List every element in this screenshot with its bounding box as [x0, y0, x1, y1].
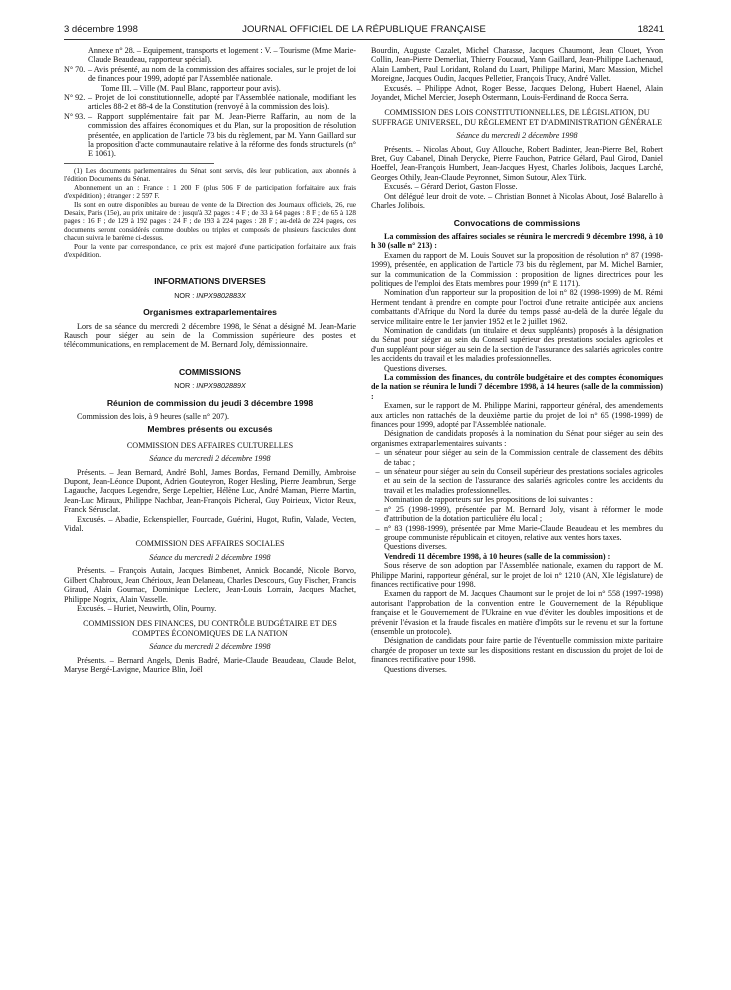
document-subtext: Tome III. – Ville (M. Paul Blanc, rapporteur pour avis). [101, 83, 281, 93]
agenda-questions: Questions diverses. [384, 363, 447, 373]
convocations-title: Convocations de commissions [453, 217, 581, 228]
footnote-correspondence: Pour la vente par correspondance, ce prix est majoré d'une participation forfaitaire aux frais d'expédition. [64, 242, 356, 259]
reunion-title: Réunion de commission du jeudi 3 décembre 1998 [106, 397, 314, 408]
footnote-1: (1) Les documents parlementaires du Sénat sont servis, dès leur publication, aux abonnés à l'édition Documents du Sénat. [64, 166, 356, 184]
document-text: – Avis présenté, au nom de la commission des affaires sociales, sur le projet de loi de finances pour 1999, adopté par l'Assemblée nationale. [88, 64, 356, 84]
agenda-item: Désignation de candidats pour faire partie de l'éventuelle commission mixte paritaire chargée de proposer un texte sur les dispositions restant en discussion du projet de loi de finances rectificative pour 1998. [371, 636, 663, 665]
header-page-number: 18241 [637, 24, 664, 35]
commission-culturelles-title: COMMISSION DES AFFAIRES CULTURELLES [126, 440, 294, 450]
document-item-92 [64, 93, 356, 112]
document-item-70 [64, 65, 356, 93]
footnote-subscription: Abonnement un an : France : 1 200 F (plus 506 F de participation forfaitaire aux frais d'expédition) ; étranger : 2 597 F. [64, 183, 356, 201]
members-excused: Excusés. – Philippe Adnot, Roger Besse, Jacques Delong, Hubert Haenel, Alain Joyandet, Michel Mercier, Joseph Ostermann, Louis-Ferdinand de Rocca Serra. [371, 83, 663, 103]
list-item: – un sénateur pour siéger au sein du Conseil supérieur des prestations sociales agricoles et au sein de la section de l'assurance des salariés agricoles contre les accidents du travail et les maladies professionnelles. [375, 467, 663, 495]
nor-reference: NOR : INPX9802889X [174, 381, 246, 391]
list-item: – un sénateur pour siéger au sein de la Commission centrale de classement des débits de tabac ; [375, 448, 663, 467]
footnote-separator [64, 163, 214, 164]
footnotes [64, 167, 356, 259]
members-present: Présents. – Jean Bernard, André Bohl, James Bordas, Fernand Demilly, Ambroise Dupont, Jean-Léonce Dupont, Adrien Gouteyron, Roger Hesling, Pierre Jeambrun, Serge Lagauche, Jacques Legendre, Serge Lepeltier, Hélène Luc, André Maman, Pierre Martin, Jean-Luc Miraux, Philippe Nachbar, Jean-François Picheral, Guy Poirieux, Victor Reux, Franck Sérusclat. [64, 467, 356, 515]
members-present: Présents. – Nicolas About, Guy Allouche, Robert Badinter, Jean-Pierre Bel, Robert Bret, Guy Cabanel, Dinah Derycke, Pierre Fauchon, Patrice Gélard, Paul Girod, Daniel Hoeffel, Jean-François Humbert, Jean-Jacques Hyest, Charles Jolibois, Jacques Larché, Georges Othily, Jean-Claude Peyronnet, Simon Sutour, Alex Türk. [371, 144, 663, 182]
convocation-finances-heading: La commission des finances, du contrôle budgétaire et des comptes économiques de la nation se réunira le lundi 7 décembre 1998, à 14 heures (salle de la commission) : [371, 373, 663, 401]
members-present-continued: Bourdin, Auguste Cazalet, Michel Charasse, Jacques Chaumont, Jean Clouet, Yvon Collin, Jean-Pierre Demerliat, Thierry Foucaud, Yann Gaillard, Jean-Philippe Lachenaud, Alain Lambert, Paul Loridant, Roland du Luart, Philippe Marini, Marc Massion, Michel Moreigne, Jacques Oudin, Jacques Pelletier, François Trucy, André Vallet. [371, 46, 663, 84]
membres-title: Membres présents ou excusés [147, 424, 273, 435]
right-column [371, 46, 663, 674]
commission-sociales-title: COMMISSION DES AFFAIRES SOCIALES [135, 539, 285, 549]
list-item: – n° 83 (1998-1999), présentée par Mme Marie-Claude Beaudeau et les membres du groupe communiste républicain et citoyen, relative aux ventes hors taxes. [375, 523, 663, 542]
members-excused: Excusés. – Huriet, Neuwirth, Olin, Pourny. [77, 603, 217, 613]
left-column [64, 46, 356, 674]
agenda-item: Nomination de candidats (un titulaire et deux suppléants) proposés à la désignation du Sénat pour siéger au sein du Conseil supérieur des prestations sociales agricoles et d'un suppléant pour siéger au sein de la section de l'assurance des salariés agricoles contre les accidents du travail et les maladies professionnelles. [371, 325, 663, 364]
header-title: JOURNAL OFFICIEL DE LA RÉPUBLIQUE FRANÇAISE [242, 24, 486, 35]
page-header [64, 24, 664, 38]
members-excused: Excusés. – Abadie, Eckenspieller, Fourcade, Guérini, Hugot, Rufin, Valade, Vecten, Vidal. [64, 514, 356, 534]
organismes-text: Lors de sa séance du mercredi 2 décembre 1998, le Sénat a désigné M. Jean-Marie Rausch pour siéger au sein de la Commission supérieure des postes et télécommunications, en remplacement de M. Bernard Joly, démissionnaire. [64, 321, 356, 350]
session-date: Séance du mercredi 2 décembre 1998 [149, 642, 271, 652]
agenda-questions: Questions diverses. [384, 542, 447, 552]
members-present: Présents. – Bernard Angels, Denis Badré, Marie-Claude Beaudeau, Claude Belot, Maryse Bergé-Lavigne, Maurice Blin, Joël [64, 655, 356, 674]
section-title-informations: INFORMATIONS DIVERSES [154, 276, 266, 287]
commission-lois-title: COMMISSION DES LOIS CONSTITUTIONNELLES, DE LÉGISLATION, DU SUFFRAGE UNIVERSEL, DU RÈGLEMENT ET D'ADMINISTRATION GÉNÉRALE [371, 108, 663, 127]
agenda-item: Examen, sur le rapport de M. Philippe Marini, rapporteur général, des amendements aux articles non rattachés de la deuxième partie du projet de loi n° 65 (1998-1999) de finances pour 1999, adopté par l'Assemblée nationale. [371, 401, 663, 430]
header-date: 3 décembre 1998 [64, 24, 138, 35]
document-text: – Projet de loi constitutionnelle, adopté par l'Assemblée nationale, modifiant les articles 88-2 et 88-4 de la Constitution (renvoyé à la commission des lois). [88, 93, 356, 112]
vote-delegation: Ont délégué leur droit de vote. – Christian Bonnet à Nicolas About, José Balarello à Charles Jolibois. [371, 191, 663, 211]
agenda-item: Nomination de rapporteurs sur les propositions de loi suivantes : [384, 495, 593, 505]
agenda-item: Examen du rapport de M. Jacques Chaumont sur le projet de loi n° 558 (1997-1998) autorisant l'approbation de la convention entre le Gouvernement de la République française et le Gouvernement de l'Ukraine en vue d'éviter les doubles impositions et de prévenir l'évasion et la fraude fiscales en matière d'impôts sur le revenu et sur la fortune (ensemble un protocole). [371, 589, 663, 636]
footnote-prices: Ils sont en outre disponibles au bureau de vente de la Direction des Journaux officiels, 26, rue Desaix, Paris (15e), au prix unitaire de : jusqu'à 32 pages : 4 F ; de 33 à 64 pages : 8 F ; de 65 à 128 pages : 16 F ; de 129 à 192 pages : 24 F ; de 193 à 224 pages : 28 F ; au-delà de 224 pages, ces documents seront considérés comme doubles ou triples et composés de plusieurs fascicules dont chacun suivra le barème ci-dessus. [64, 200, 356, 243]
document-text: – Rapport supplémentaire fait par M. Jean-Pierre Raffarin, au nom de la commission des affaires économiques et du Plan, sur la proposition de résolution présentée, en application de l'article 73 bis du règlement, par M. Yann Gaillard sur la proposition d'acte communautaire relative à la réforme des fonds structurels (n° E 1061). [88, 111, 356, 159]
session-date: Séance du mercredi 2 décembre 1998 [149, 552, 271, 562]
vendredi-heading: Vendredi 11 décembre 1998, à 10 heures (salle de la commission) : [384, 551, 611, 561]
list-item: – n° 25 (1998-1999), présentée par M. Bernard Joly, visant à réformer le mode d'attribution de la dotation particulière élu local ; [375, 504, 663, 524]
agenda-item: Sous réserve de son adoption par l'Assemblée nationale, examen du rapport de M. Philippe Marini, rapporteur général, sur le projet de loi n° 1210 (AN, XIe législature) de finances rectificative pour 1998. [371, 561, 663, 589]
document-number: N° 93. [64, 111, 86, 121]
agenda-item: Examen du rapport de M. Louis Souvet sur la proposition de résolution n° 87 (1998-1999), présentée, en application de l'article 73 bis du règlement, par M. Michel Barnier, sur la communication de la Commission : proposition de lignes directrices pour les politiques de l'emploi des Etats membres pour 1999 (n° E 1171). [371, 250, 663, 288]
agenda-item: Désignation de candidats proposés à la nomination du Sénat pour siéger au sein des organismes extraparlementaires suivants : [371, 429, 663, 448]
session-date: Séance du mercredi 2 décembre 1998 [456, 131, 578, 141]
header-rule [64, 39, 665, 40]
agenda-item: Nomination d'un rapporteur sur la proposition de loi n° 82 (1998-1999) de M. Rémi Herment tendant à prendre en compte pour l'octroi d'une retraite anticipée aux anciens combattants d'Afrique du Nord la durée du temps passé au-delà de la durée légale du service militaire entre le 1er janvier 1952 et le 2 juillet 1962. [371, 288, 663, 326]
commission-lois-meeting: Commission des lois, à 9 heures (salle n° 207). [77, 412, 230, 421]
section-title-commissions: COMMISSIONS [178, 366, 242, 377]
session-date: Séance du mercredi 2 décembre 1998 [149, 454, 271, 464]
members-excused: Excusés. – Gérard Deriot, Gaston Flosse. [384, 182, 518, 192]
annexe-28: Annexe n° 28. – Equipement, transports et logement : V. – Tourisme (Mme Marie-Claude Beaudeau, rapporteur spécial). [88, 46, 356, 65]
document-number: N° 70. [64, 64, 86, 74]
document-number: N° 92. [64, 93, 86, 103]
nor-reference: NOR : INPX9802883X [174, 290, 246, 300]
subsection-title-organismes: Organismes extraparlementaires [143, 307, 277, 318]
agenda-questions: Questions diverses. [384, 664, 447, 674]
convocation-sociales-heading: La commission des affaires sociales se réunira le mercredi 9 décembre 1998, à 10 h 30 (salle n° 213) : [371, 231, 663, 251]
members-present: Présents. – François Autain, Jacques Bimbenet, Annick Bocandé, Nicole Borvo, Gilbert Chabroux, Jean Chérioux, Jean Delaneau, Charles Descours, Guy Fischer, Francis Giraud, Alain Gournac, Dominique Leclerc, Jean-Louis Lorrain, Jacques Machet, Philippe Nogrix, Alain Vasselle. [64, 566, 356, 604]
commission-finances-title: COMMISSION DES FINANCES, DU CONTRÔLE BUDGÉTAIRE ET DES COMPTES ÉCONOMIQUES DE LA NATION [83, 619, 337, 638]
document-item-93 [64, 112, 356, 159]
